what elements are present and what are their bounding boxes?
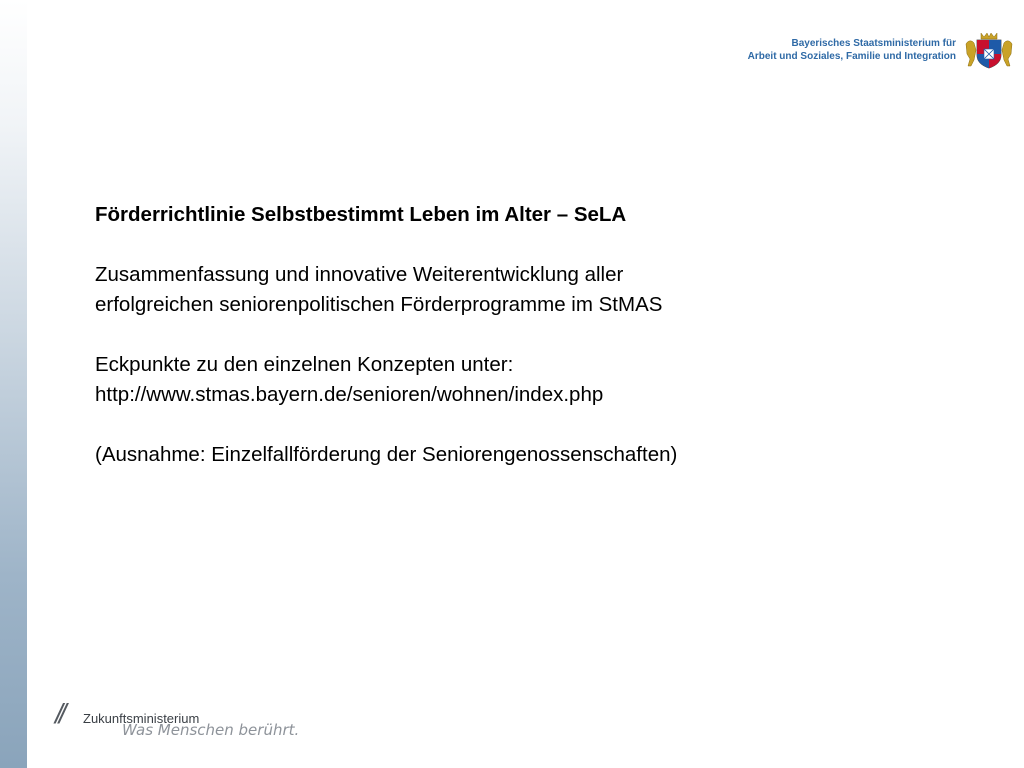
ministry-name-line2: Arbeit und Soziales, Familie und Integration	[747, 51, 956, 62]
paragraph-exception: (Ausnahme: Einzelfallförderung der Seniorengenossenschaften)	[95, 443, 678, 466]
footer-branding	[55, 698, 375, 748]
footer-slogan: Was Menschen berührt.	[122, 721, 300, 739]
paragraph-summary-line1: Zusammenfassung und innovative Weiterentwicklung aller	[95, 263, 624, 286]
paragraph-key-points	[95, 350, 975, 410]
concepts-url[interactable]: http://www.stmas.bayern.de/senioren/wohnen/index.php	[95, 383, 604, 406]
slide-title: Förderrichtlinie Selbstbestimmt Leben im Alter – SeLA	[95, 203, 627, 226]
paragraph-key-points-line1: Eckpunkte zu den einzelnen Konzepten unter:	[95, 353, 514, 376]
left-gradient-band	[0, 0, 27, 768]
footer-slashes: //	[55, 698, 63, 729]
ministry-name-line1: Bayerisches Staatsministerium für	[791, 38, 956, 49]
paragraph-summary-line2: erfolgreichen seniorenpolitischen Förderprogramme im StMAS	[95, 293, 663, 316]
footer-ministry-label: Zukunftsministerium	[83, 711, 200, 726]
paragraph-summary	[95, 260, 975, 320]
slide-content	[95, 200, 975, 470]
bavarian-coat-of-arms-icon	[964, 30, 1014, 70]
ministry-logo	[748, 30, 1014, 70]
ministry-name	[748, 37, 956, 63]
